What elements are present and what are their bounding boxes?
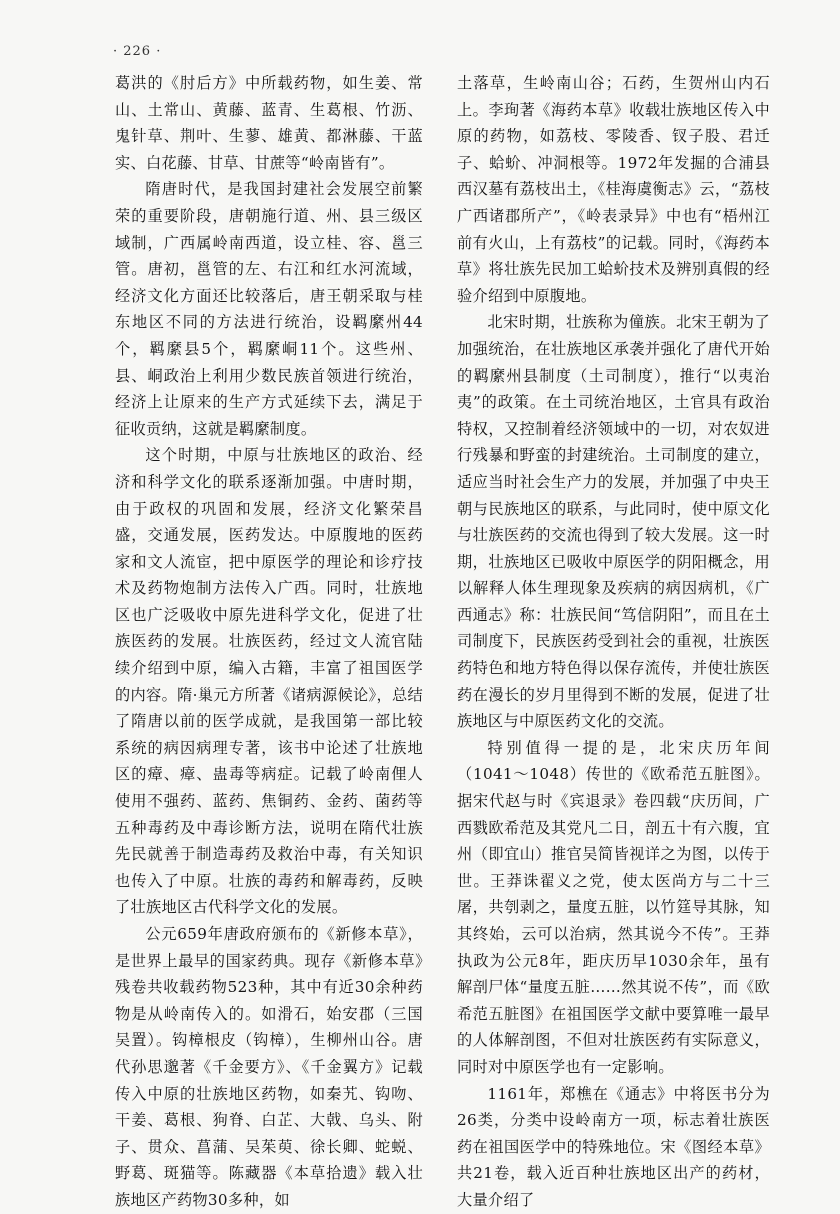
page-number: · 226 · <box>113 44 162 59</box>
paragraph: 隋唐时代，是我国封建社会发展空前繁荣的重要阶段，唐朝施行道、州、县三级区域制，广西属岭南西道，设立桂、容、邕三管。唐初，邕管的左、右江和红水河流域，经济文化方面还比较落后，唐王朝采取与桂东地区不同的方法进行统治，设羁縻州44个，羁縻县5个，羁縻峒11个。这些州、县、峒政治上利用少数民族首领进行统治，经济上让原来的生产方式延续下去，满足于征收贡纳，这就是羁縻制度。 <box>115 180 423 438</box>
paragraph: 北宋时期，壮族称为僮族。北宋王朝为了加强统治，在壮族地区承袭并强化了唐代开始的羁縻州县制度（土司制度），推行“以夷治夷”的政策。在土司统治地区，土官具有政治特权，又控制着经济领域中的一切，对农奴进行残暴和野蛮的封建统治。土司制度的建立，适应当时社会生产力的发展，并加强了中央王朝与民族地区的联系，与此同时，使中原文化与壮族医药的交流也得到了较大发展。这一时期，壮族地区已吸收中原医学的阴阳概念，用以解释人体生理现象及疾病的病因病机，《广西通志》称：壮族民间“笃信阴阳”，而且在土司制度下，民族医药受到社会的重视，壮族医药特色和地方特色得以保存流传，并使壮族医药在漫长的岁月里得到不断的发展，促进了壮族地区与中原医药文化的交流。 <box>457 313 770 731</box>
paragraph: 这个时期，中原与壮族地区的政治、经济和科学文化的联系逐渐加强。中唐时期，由于政权的巩固和发展，经济文化繁荣昌盛，交通发展，医药发达。中原腹地的医药家和文人流宦，把中原医学的理论和诊疗技术及药物炮制方法传入广西。同时，壮族地区也广泛吸收中原先进科学文化，促进了壮族医药的发展。壮族医药，经过文人流官陆续介绍到中原，编入古籍，丰富了祖国医学的内容。隋·巢元方所著《诸病源候论》，总结了隋唐以前的医学成就，是我国第一部比较系统的病因病理专著，该书中论述了壮族地区的瘴、瘴、蛊毒等病症。记载了岭南俚人使用不强药、蓝药、焦铜药、金药、菌药等五种毒药及中毒诊断方法，说明在隋代壮族先民就善于制造毒药及救治中毒，有关知识也传入了中原。壮族的毒药和解毒药，反映了壮族地区古代科学文化的发展。 <box>115 446 423 917</box>
paragraph: 特别值得一提的是，北宋庆历年间（1041～1048）传世的《欧希范五脏图》。据宋代赵与时《宾退录》卷四载“庆历间，广西戮欧希范及其党凡二日，剖五十有六腹，宜州（即宜山）推官吴简皆视详之为图，以传于世。王莽诛翟义之党，使太医尚方与二十三屠，共刳剥之，量度五脏，以竹筳导其脉，知其终始，云可以治病，然其说今不传”。王莽执政为公元8年，距庆历早1030余年，虽有解剖尸体“量度五脏……然其说不传”，而《欧希范五脏图》在祖国医学文献中要算唯一最早的人体解剖图，不但对壮族医药有实际意义，同时对中原医学也有一定影响。 <box>457 738 770 1076</box>
paragraph: 1161年，郑樵在《通志》中将医书分为26类，分类中设岭南方一项，标志着壮族医药在祖国医学中的特殊地位。宋《图经本草》共21卷，载入近百种壮族地区出产的药材，大量介绍了 <box>457 1084 770 1209</box>
paragraph: 葛洪的《肘后方》中所载药物，如生姜、常山、土常山、黄藤、蓝青、生葛根、竹沥、鬼针草、荆叶、生蓼、雄黄、都淋藤、干蓝实、白花藤、甘草、甘蔗等“岭南皆有”。 <box>115 74 423 172</box>
left-text-column <box>115 70 423 1214</box>
right-text-column <box>457 70 770 1214</box>
paragraph: 土落草，生岭南山谷；石药，生贺州山内石上。李珣著《海药本草》收载壮族地区传入中原的药物，如荔枝、零陵香、钗子股、君迁子、蛤蚧、冲洞根等。1972年发掘的合浦县西汉墓有荔枝出土，《桂海虞衡志》云，“荔枝广西诸郡所产”，《岭表录异》中也有“梧州江前有火山，上有荔枝”的记载。同时，《海药本草》将壮族先民加工蛤蚧技术及辨别真假的经验介绍到中原腹地。 <box>457 74 770 305</box>
paragraph: 公元659年唐政府颁布的《新修本草》，是世界上最早的国家药典。现存《新修本草》残卷共收载药物523种，其中有近30余种药物是从岭南传入的。如滑石，始安郡（三国吴置）。钩樟根皮（钩樟），生柳州山谷。唐代孙思邈著《千金要方》、《千金翼方》记载传入中原的壮族地区药物，如秦艽、钩吻、干姜、葛根、狗脊、白芷、大戟、乌头、附子、贯众、菖蒲、吴茱萸、徐长卿、蛇蜕、野葛、斑猫等。陈藏器《本草拾遗》载入壮族地区产药物30多种，如 <box>115 925 423 1209</box>
